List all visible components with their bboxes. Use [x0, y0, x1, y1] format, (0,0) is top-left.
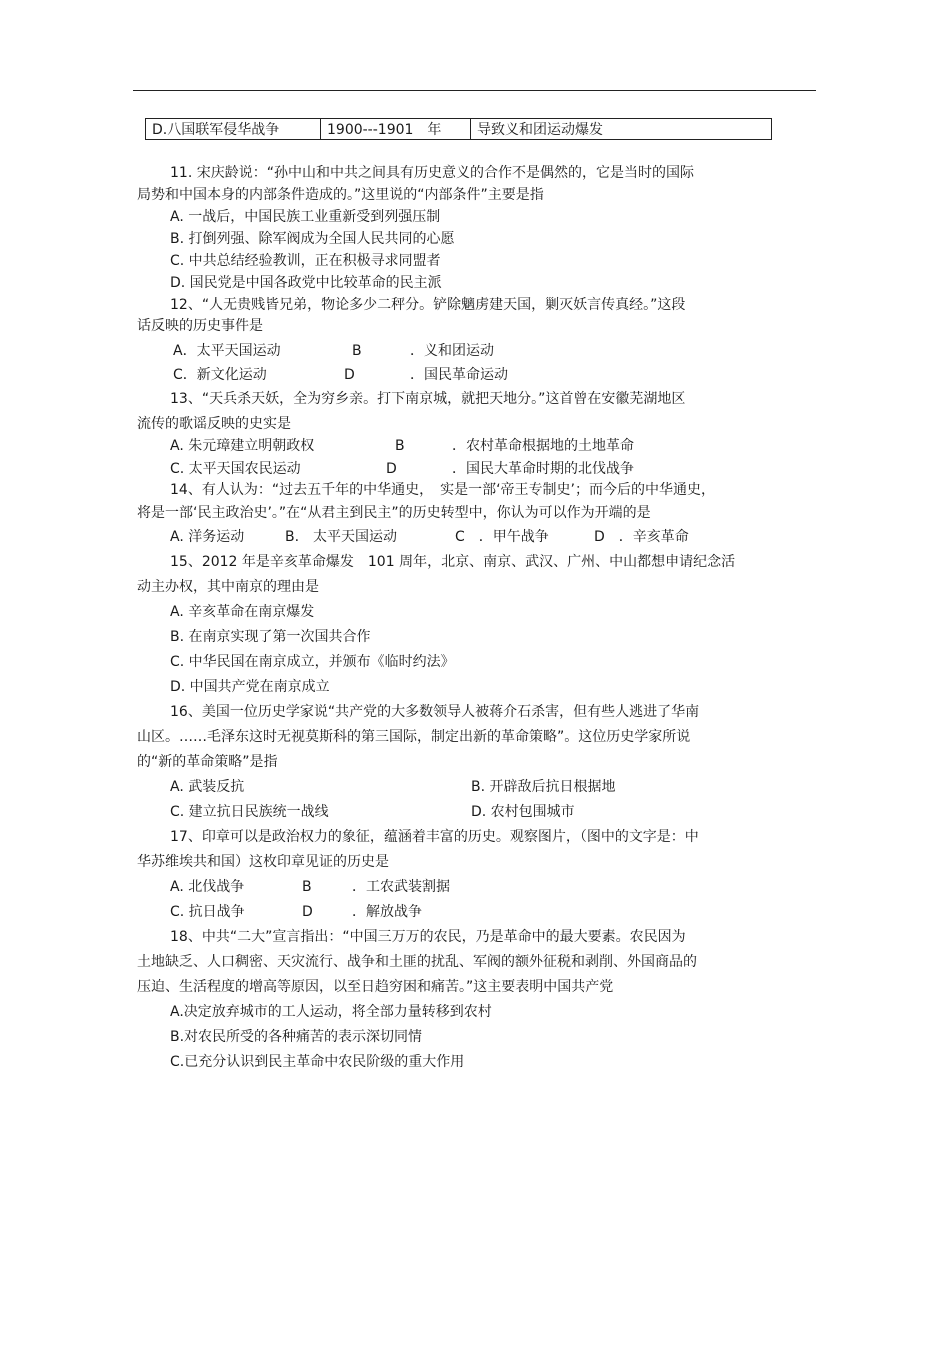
q11-option-d: D. 国民党是中国各政党中比较革命的民主派	[170, 275, 442, 291]
q13-option-b-letter: B	[395, 438, 405, 454]
q12-stem-line1: 12、“人无贵贱皆兄弟，物论多少二秤分。铲除魑虏建天国，剿灭妖言传真经。”这段	[170, 297, 686, 313]
q11-option-b: B. 打倒列强、除军阀成为全国人民共同的心愿	[170, 231, 455, 247]
header-rule	[133, 90, 816, 91]
q15-option-d: D. 中国共产党在南京成立	[170, 679, 330, 695]
q11-stem-line1: 11. 宋庆龄说：“孙中山和中共之间具有历史意义的合作不是偶然的，它是当时的国际	[170, 165, 694, 181]
q13-option-b: ．农村革命根据地的土地革命	[452, 438, 634, 454]
q18-stem-line1: 18、中共“二大”宣言指出：“中国三万万的农民，乃是革命中的最大要素。农民因为	[170, 929, 686, 945]
table-cell-result: 导致义和团运动爆发	[477, 122, 603, 138]
q14-option-d: D ．辛亥革命	[594, 529, 689, 545]
q13-stem-line2: 流传的歌谣反映的史实是	[137, 416, 291, 432]
q17-option-b-letter: B	[302, 879, 312, 895]
q16-option-c: C. 建立抗日民族统一战线	[170, 804, 329, 820]
q16-stem-line3: 的“新的革命策略”是指	[137, 754, 278, 770]
q15-stem-line1: 15、2012 年是辛亥革命爆发 101 周年，北京、南京、武汉、广州、中山都想申请纪念活	[170, 554, 736, 570]
q12-option-d: ．国民革命运动	[410, 367, 508, 383]
q15-stem-line2: 动主办权，其中南京的理由是	[137, 579, 319, 595]
q13-option-c: C. 太平天国农民运动	[170, 461, 301, 477]
q17-stem-line1: 17、印章可以是政治权力的象征，蕴涵着丰富的历史。观察图片，（图中的文字是：中	[170, 829, 699, 845]
q18-option-c: C.已充分认识到民主革命中农民阶级的重大作用	[170, 1054, 465, 1070]
q18-option-b: B.对农民所受的各种痛苦的表示深切同情	[170, 1029, 423, 1045]
q11-option-a: A. 一战后，中国民族工业重新受到列强压制	[170, 209, 441, 225]
q15-option-b: B. 在南京实现了第一次国共合作	[170, 629, 371, 645]
q11-stem-line2: 局势和中国本身的内部条件造成的。”这里说的“内部条件”主要是指	[137, 187, 544, 203]
q12-option-b-letter: B	[352, 343, 362, 359]
q16-stem-line2: 山区。……毛泽东这时无视莫斯科的第三国际，制定出新的革命策略”。这位历史学家所说	[137, 729, 691, 745]
q11-option-c: C. 中共总结经验教训，正在积极寻求同盟者	[170, 253, 441, 269]
q12-option-c: C．新文化运动	[173, 367, 267, 383]
table-cell-years: 1900---1901 年	[321, 119, 471, 139]
q17-stem-line2: 华苏维埃共和国）这枚印章见证的历史是	[137, 854, 389, 870]
q13-option-a: A. 朱元璋建立明朝政权	[170, 438, 315, 454]
q14-stem-line2: 将是一部‘民主政治史’。”在“从君主到民主”的历史转型中，你认为可以作为开端的是	[137, 505, 651, 521]
q17-option-d: ．解放战争	[352, 904, 422, 920]
q15-option-a: A. 辛亥革命在南京爆发	[170, 604, 315, 620]
q14-option-c: C ．甲午战争	[455, 529, 549, 545]
q17-option-b: ．工农武装割据	[352, 879, 450, 895]
q14-option-a: A. 洋务运动	[170, 529, 245, 545]
q12-option-a: A．太平天国运动	[173, 343, 281, 359]
q12-option-b: ．义和团运动	[410, 343, 494, 359]
q14-option-b: B. 太平天国运动	[285, 529, 398, 545]
q18-stem-line3: 压迫、生活程度的增高等原因，以至日趋穷困和痛苦。”这主要表明中国共产党	[137, 979, 614, 995]
q14-stem-line1: 14、有人认为：“过去五千年的中华通史， 实是一部‘帝王专制史’；而今后的中华通史，	[170, 482, 715, 498]
q17-option-d-letter: D	[302, 904, 313, 920]
q17-option-c: C. 抗日战争	[170, 904, 245, 920]
q18-stem-line2: 土地缺乏、人口稠密、天灾流行、战争和土匪的扰乱、军阀的额外征税和剥削、外国商品的	[137, 954, 697, 970]
q16-stem-line1: 16、美国一位历史学家说“共产党的大多数领导人被蒋介石杀害，但有些人逃进了华南	[170, 704, 700, 720]
q12-option-d-letter: D	[344, 367, 355, 383]
q16-option-a: A. 武装反抗	[170, 779, 245, 795]
q16-option-b: B. 开辟敌后抗日根据地	[471, 779, 616, 795]
q17-option-a: A. 北伐战争	[170, 879, 245, 895]
q13-option-d-letter: D	[386, 461, 397, 477]
q13-stem-line1: 13、“天兵杀天妖，全为穷乡亲。打下南京城，就把天地分。”这首曾在安徽芜湖地区	[170, 391, 686, 407]
event-table-row	[145, 118, 772, 140]
q16-option-d: D. 农村包围城市	[471, 804, 575, 820]
q15-option-c: C. 中华民国在南京成立，并颁布《临时约法》	[170, 654, 455, 670]
q12-stem-line2: 话反映的历史事件是	[137, 318, 263, 334]
q13-option-d: ．国民大革命时期的北伐战争	[452, 461, 634, 477]
table-cell-event: D.八国联军侵华战争	[146, 119, 321, 139]
q18-option-a: A.决定放弃城市的工人运动，将全部力量转移到农村	[170, 1004, 492, 1020]
